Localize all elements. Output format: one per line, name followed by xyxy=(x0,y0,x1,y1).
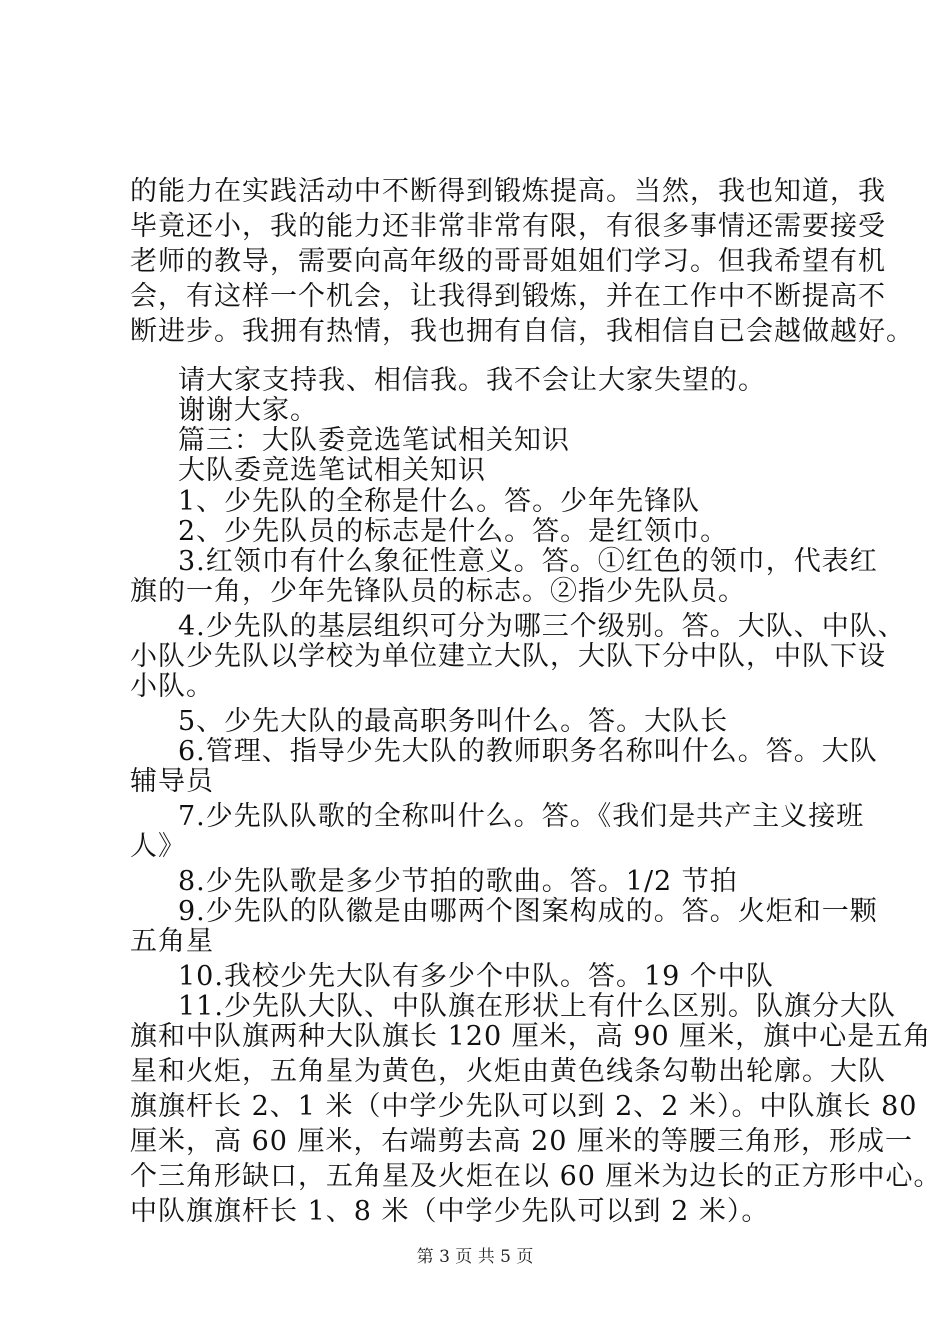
text-line: 中队旗旗杆长 1、8 米（中学少先队可以到 2 米）。 xyxy=(130,1196,770,1227)
text-line: 个三角形缺口，五角星及火炬在以 60 厘米为边长的正方形中心。 xyxy=(130,1161,942,1192)
text-line: 会，有这样一个机会，让我得到锻炼，并在工作中不断提高不 xyxy=(130,281,886,312)
text-line: 人》 xyxy=(130,831,186,862)
text-line: 请大家支持我、相信我。我不会让大家失望的。 xyxy=(178,365,766,396)
text-line: 的能力在实践活动中不断得到锻炼提高。当然，我也知道，我 xyxy=(130,176,886,207)
page-number-footer: 第 3 页 共 5 页 xyxy=(416,1247,534,1267)
text-line: 旗的一角，少年先锋队员的标志。②指少先队员。 xyxy=(130,576,746,607)
text-line: 旗和中队旗两种大队旗长 120 厘米，高 90 厘米，旗中心是五角 xyxy=(130,1021,932,1052)
list-item: 10.我校少先大队有多少个中队。答。19 个中队 xyxy=(178,961,774,992)
list-item: 7.少先队队歌的全称叫什么。答。《我们是共产主义接班 xyxy=(178,801,865,832)
text-line: 辅导员 xyxy=(130,766,214,797)
text-line: 厘米，高 60 厘米，右端剪去高 20 厘米的等腰三角形，形成一 xyxy=(130,1126,914,1157)
text-line: 谢谢大家。 xyxy=(178,395,318,426)
text-line: 毕竟还小，我的能力还非常非常有限，有很多事情还需要接受 xyxy=(130,211,886,242)
text-line: 五角星 xyxy=(130,926,214,957)
list-item: 11.少先队大队、中队旗在形状上有什么区别。队旗分大队 xyxy=(178,991,896,1022)
list-item: 1、少先队的全称是什么。答。少年先锋队 xyxy=(178,486,701,517)
list-item: 2、少先队员的标志是什么。答。是红领巾。 xyxy=(178,516,729,547)
list-item: 3.红领巾有什么象征性意义。答。①红色的领巾，代表红 xyxy=(178,546,878,577)
list-item: 8.少先队歌是多少节拍的歌曲。答。1/2 节拍 xyxy=(178,866,738,897)
list-item: 9.少先队的队徽是由哪两个图案构成的。答。火炬和一颗 xyxy=(178,896,878,927)
text-line: 旗旗杆长 2、1 米（中学少先队可以到 2、2 米）。中队旗长 80 xyxy=(130,1091,918,1122)
list-item: 6.管理、指导少先大队的教师职务名称叫什么。答。大队 xyxy=(178,736,878,767)
text-line: 小队。 xyxy=(130,671,214,702)
list-item: 4.少先队的基层组织可分为哪三个级别。答。大队、中队、 xyxy=(178,611,906,642)
text-line: 老师的教导，需要向高年级的哥哥姐姐们学习。但我希望有机 xyxy=(130,246,886,277)
list-item: 5、少先大队的最高职务叫什么。答。大队长 xyxy=(178,706,729,737)
text-line: 小队少先队以学校为单位建立大队，大队下分中队，中队下设 xyxy=(130,641,886,672)
text-line: 星和火炬，五角星为黄色，火炬由黄色线条勾勒出轮廓。大队 xyxy=(130,1056,886,1087)
section-title: 大队委竞选笔试相关知识 xyxy=(178,455,486,486)
text-line: 断进步。我拥有热情，我也拥有自信，我相信自已会越做越好。 xyxy=(130,316,914,347)
section-heading: 篇三：大队委竞选笔试相关知识 xyxy=(178,425,570,456)
